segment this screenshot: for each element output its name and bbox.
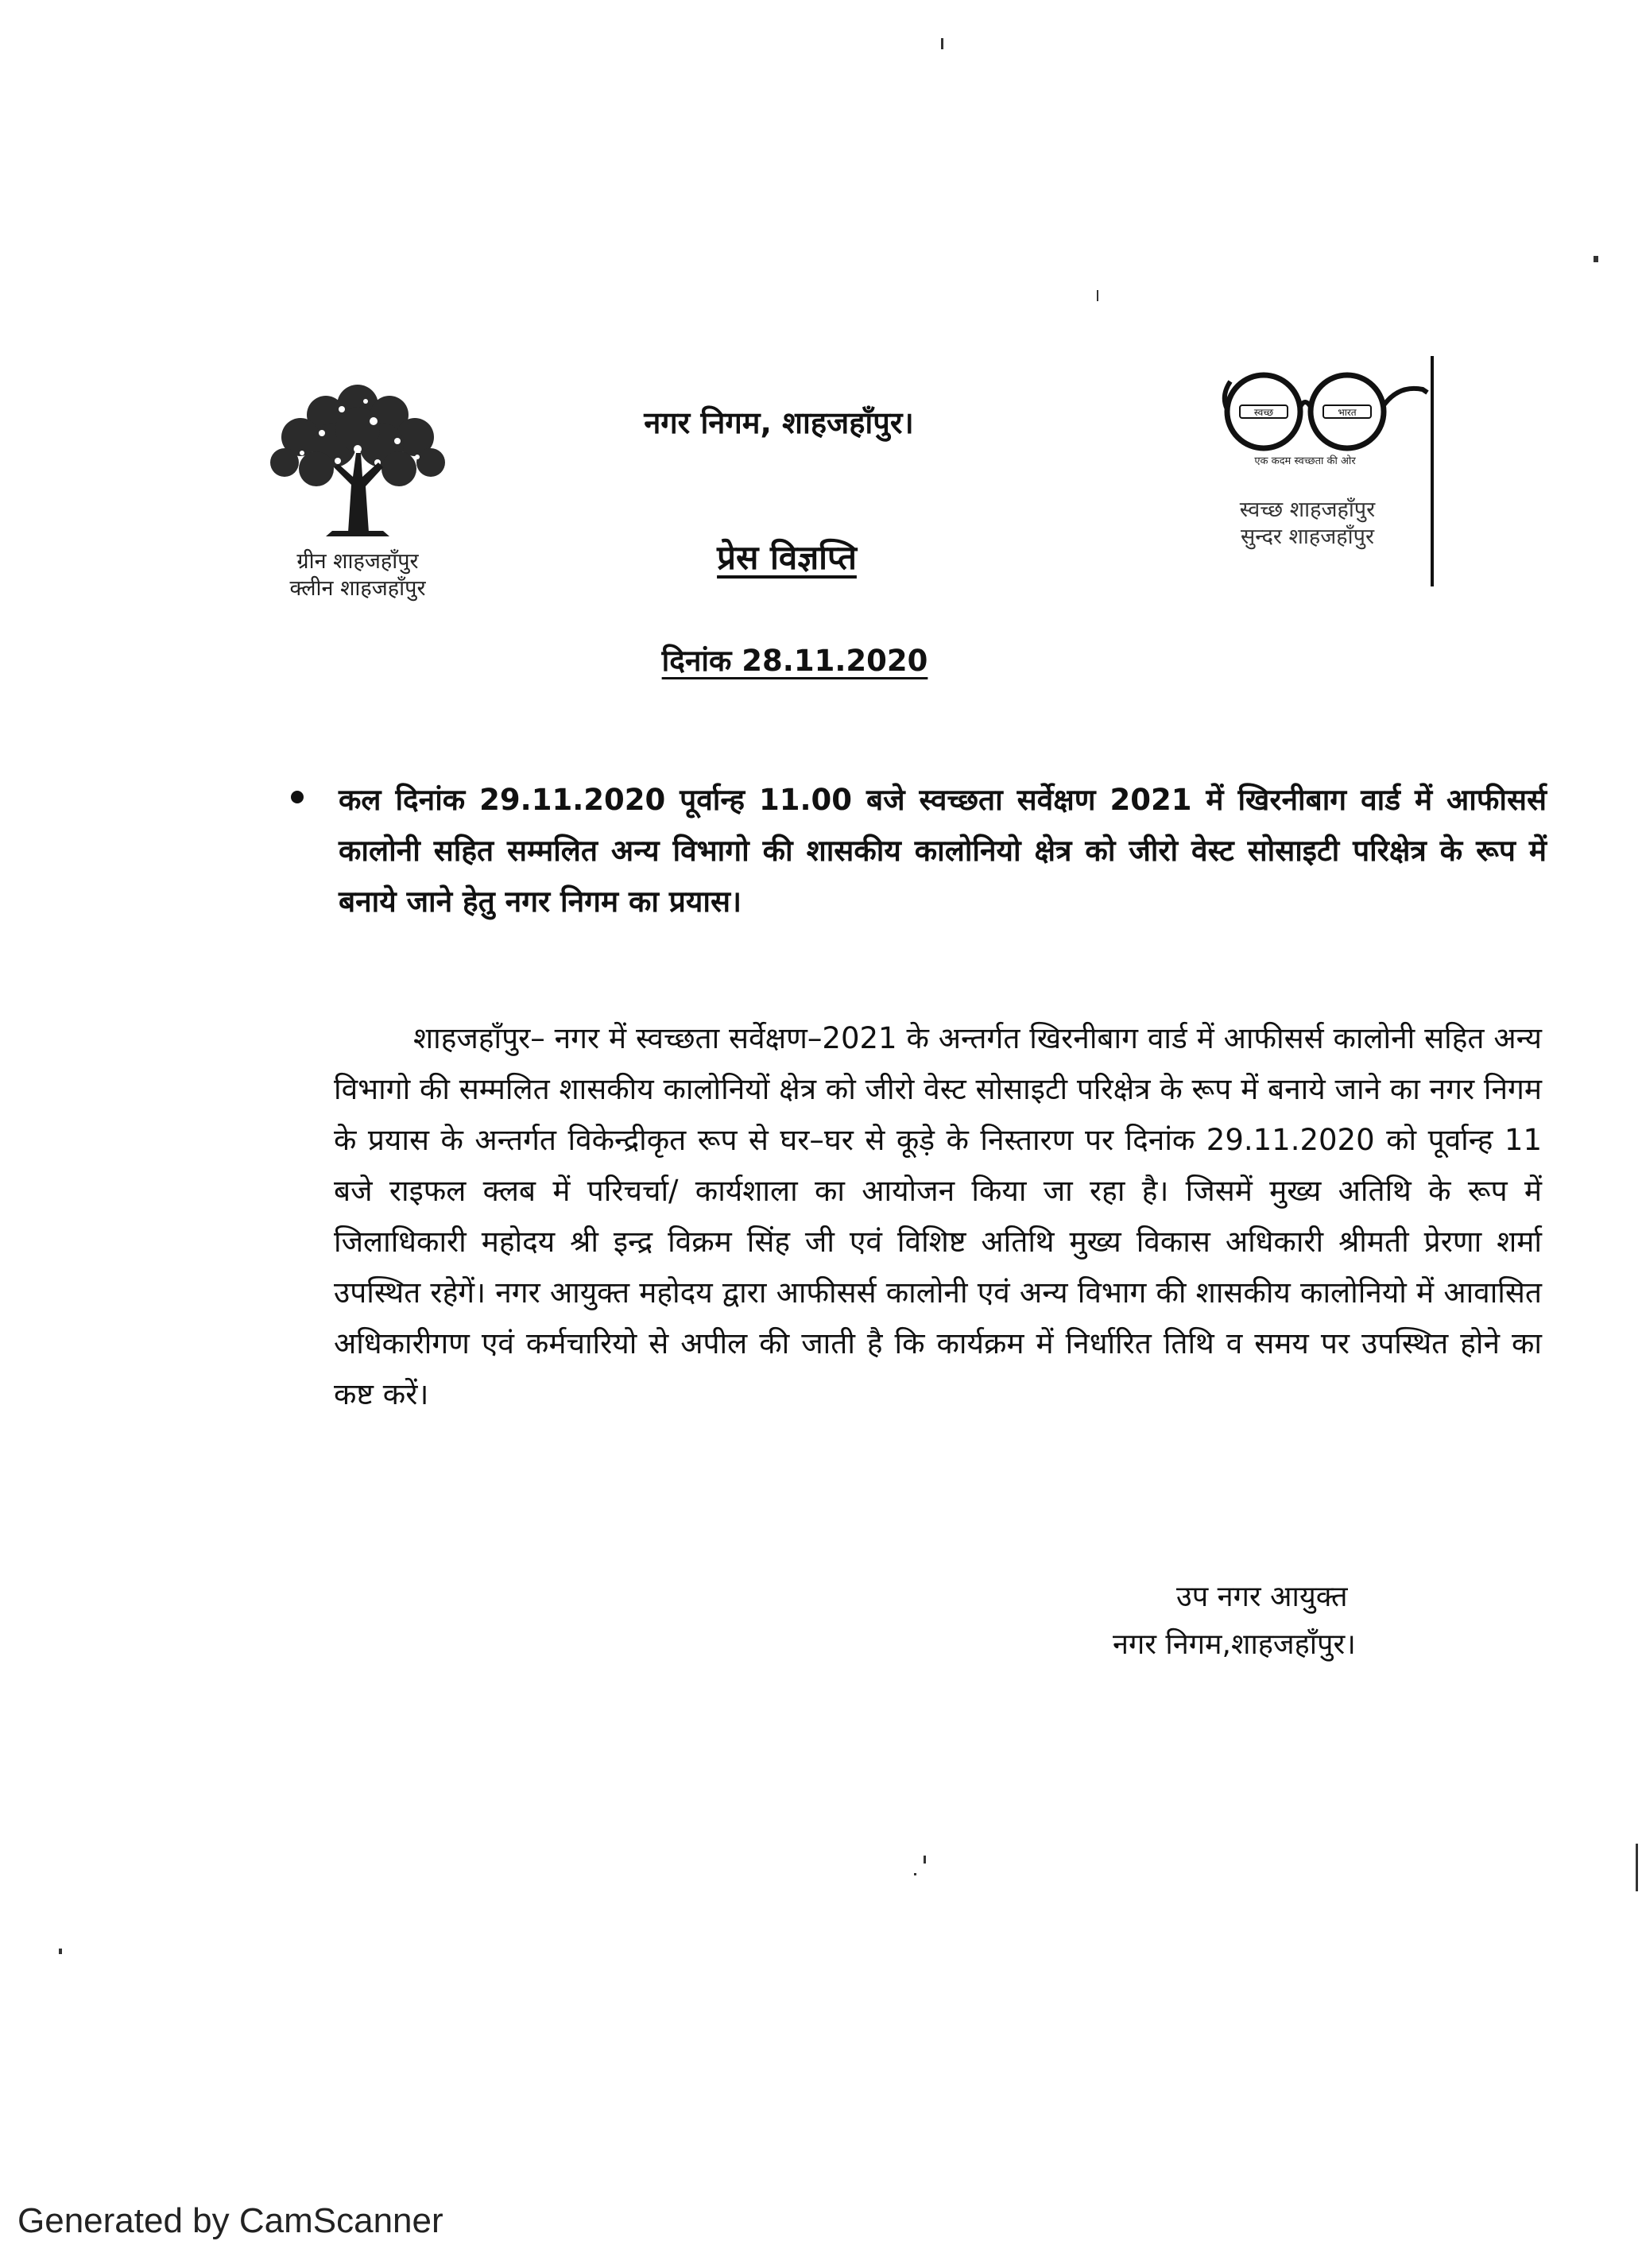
lens-left-label: स्वच्छ bbox=[1253, 407, 1274, 418]
document-date: दिनांक 28.11.2020 bbox=[661, 644, 928, 678]
document-type-heading: प्रेस विज्ञप्ति bbox=[717, 538, 857, 577]
signature-block bbox=[1113, 1573, 1558, 1669]
summary-text: कल दिनांक 29.11.2020 पूर्वान्ह 11.00 बजे स्वच्छता सर्वेक्षण 2021 में खिरनीबाग वार्ड में आफीसर्स कालोनी सहित सम्मलित अन्य विभागो की शासकीय कालोनियो क्षेत्र को जीरो वेस्ट सोसाइटी परिक्षेत्र के रूप में बनाये जाने हेतु नगर निगम का प्रयास। bbox=[339, 783, 1547, 919]
signatory-designation: उप नगर आयुक्त bbox=[1176, 1581, 1348, 1613]
caption-line: ग्रीन शाहजहाँपुर bbox=[296, 549, 419, 574]
logo-tagline: एक कदम स्वच्छता की ओर bbox=[1254, 455, 1356, 467]
bullet-icon bbox=[291, 791, 304, 803]
logo-divider bbox=[1431, 356, 1434, 586]
organization-name: नगर निगम, शाहजहाँपुर। bbox=[644, 405, 914, 440]
scanner-watermark: Generated by CamScanner bbox=[17, 2201, 443, 2240]
caption-line: स्वच्छ शाहजहाँपुर bbox=[1239, 497, 1376, 522]
body-paragraph: शाहजहाँपुर– नगर में स्वच्छता सर्वेक्षण–2021 के अन्तर्गत खिरनीबाग वार्ड में आफीसर्स कालोनी सहित अन्य विभागो की सम्मलित शासकीय कालोनियों क्षेत्र को जीरो वेस्ट सोसाइटी परिक्षेत्र के रूप में बनाये जाने का नगर निगम के प्रयास के अन्तर्गत विकेन्द्रीकृत रूप से घर–घर से कूड़े के निस्तारण पर दिनांक 29.11.2020 को पूर्वान्ह 11 बजे राइफल क्लब में परिचर्चा/ कार्यशाला का आयोजन किया जा रहा है। जिसमें मुख्य अतिथि के रूप में जिलाधिकारी महोदय श्री इन्द्र विक्रम सिंह जी एवं विशिष्ट अतिथि मुख्य विकास अधिकारी श्रीमती प्रेरणा शर्मा उपस्थित रहेगें। नगर आयुक्त महोदय द्वारा आफीसर्स कालोनी एवं अन्य विभाग की शासकीय कालोनियो में आवासित अधिकारीगण एवं कर्मचारियो से अपील की जाती है कि कार्यक्रम में निर्धारित तिथि व समय पर उपस्थित होने का कष्ट करें। bbox=[334, 1021, 1542, 1411]
caption-line: क्लीन शाहजहाँपुर bbox=[289, 576, 426, 601]
caption-line: सुन्दर शाहजहाँपुर bbox=[1241, 524, 1374, 549]
signatory-office: नगर निगम,शाहजहाँपुर। bbox=[1113, 1628, 1356, 1661]
spectacles-icon bbox=[1208, 366, 1439, 469]
tree-icon bbox=[246, 373, 469, 552]
lens-right-label: भारत bbox=[1338, 407, 1357, 418]
left-logo-caption bbox=[238, 548, 477, 602]
right-logo-caption bbox=[1192, 497, 1423, 551]
